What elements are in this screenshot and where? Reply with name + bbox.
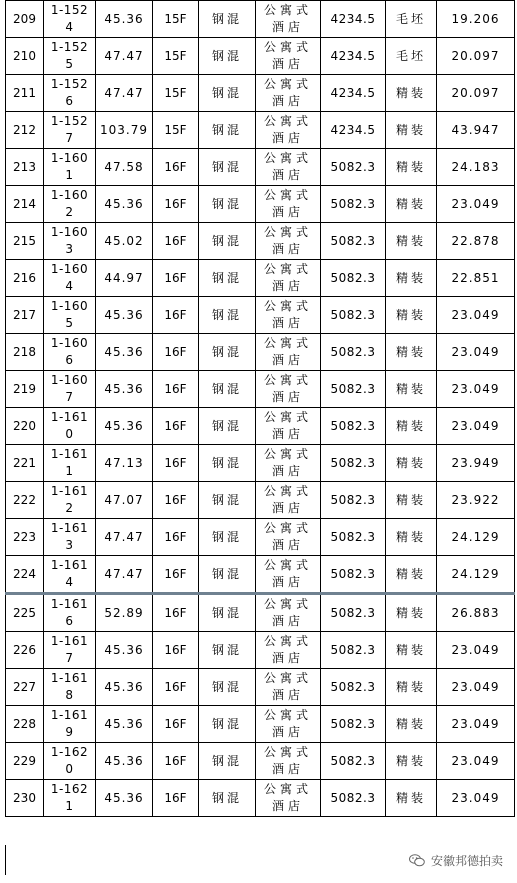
table-row — [6, 743, 515, 780]
structure-value: 钢混 — [199, 408, 256, 445]
table-row — [6, 556, 515, 594]
floor-value: 16F — [153, 223, 199, 260]
unit-number-text: 1-1604 — [50, 262, 89, 293]
total-value: 23.049 — [437, 632, 515, 669]
floor-value: 16F — [153, 334, 199, 371]
floor-value: 16F — [153, 297, 199, 334]
floor-value: 16F — [153, 594, 199, 632]
structure-value: 钢混 — [199, 706, 256, 743]
unit-price-value: 5082.3 — [321, 408, 386, 445]
use-value-text: 公寓式酒店 — [264, 708, 313, 739]
row-number: 216 — [6, 260, 44, 297]
structure-value: 钢混 — [199, 38, 256, 75]
table-row — [6, 482, 515, 519]
total-value: 23.049 — [437, 297, 515, 334]
table-row — [6, 1, 515, 38]
structure-value: 钢混 — [199, 556, 256, 594]
watermark — [409, 852, 503, 869]
total-value: 23.049 — [437, 780, 515, 817]
decoration-value: 精装 — [386, 594, 437, 632]
total-value: 23.922 — [437, 482, 515, 519]
area-value: 47.47 — [96, 38, 153, 75]
total-value: 23.049 — [437, 371, 515, 408]
use-value — [256, 223, 321, 260]
unit-number — [44, 38, 96, 75]
area-value: 103.79 — [96, 112, 153, 149]
unit-price-value: 5082.3 — [321, 519, 386, 556]
use-value-text: 公寓式酒店 — [264, 336, 313, 367]
unit-number-text: 1-1524 — [50, 3, 89, 34]
unit-number-text: 1-1607 — [50, 373, 89, 404]
floor-value: 16F — [153, 408, 199, 445]
unit-number-text: 1-1620 — [50, 745, 89, 776]
use-value — [256, 334, 321, 371]
row-number: 218 — [6, 334, 44, 371]
use-value-text: 公寓式酒店 — [264, 262, 313, 293]
row-number: 226 — [6, 632, 44, 669]
total-value: 43.947 — [437, 112, 515, 149]
floor-value: 16F — [153, 632, 199, 669]
area-value: 47.47 — [96, 75, 153, 112]
structure-value: 钢混 — [199, 371, 256, 408]
total-value: 23.049 — [437, 186, 515, 223]
unit-number — [44, 334, 96, 371]
floor-value: 16F — [153, 482, 199, 519]
table-row — [6, 38, 515, 75]
use-value — [256, 632, 321, 669]
table-row — [6, 112, 515, 149]
row-number: 210 — [6, 38, 44, 75]
decoration-value: 精装 — [386, 112, 437, 149]
decoration-value: 精装 — [386, 186, 437, 223]
use-value — [256, 38, 321, 75]
floor-value: 16F — [153, 445, 199, 482]
structure-value: 钢混 — [199, 669, 256, 706]
decoration-value: 精装 — [386, 334, 437, 371]
use-value — [256, 743, 321, 780]
unit-price-value: 5082.3 — [321, 223, 386, 260]
unit-number-text: 1-1618 — [50, 671, 89, 702]
structure-value: 钢混 — [199, 112, 256, 149]
use-value — [256, 1, 321, 38]
row-number: 230 — [6, 780, 44, 817]
unit-number-text: 1-1603 — [50, 225, 89, 256]
floor-value: 16F — [153, 556, 199, 594]
structure-value: 钢混 — [199, 519, 256, 556]
use-value-text: 公寓式酒店 — [264, 521, 313, 552]
row-number: 221 — [6, 445, 44, 482]
area-value: 45.36 — [96, 743, 153, 780]
unit-price-value: 5082.3 — [321, 482, 386, 519]
table-row — [6, 780, 515, 817]
table-row — [6, 223, 515, 260]
table-row — [6, 334, 515, 371]
decoration-value: 毛坯 — [386, 1, 437, 38]
area-value: 45.36 — [96, 632, 153, 669]
decoration-value: 精装 — [386, 408, 437, 445]
unit-number-text: 1-1611 — [50, 447, 89, 478]
use-value — [256, 112, 321, 149]
unit-number — [44, 632, 96, 669]
unit-number — [44, 149, 96, 186]
table-row — [6, 297, 515, 334]
decoration-value: 精装 — [386, 149, 437, 186]
floor-value: 16F — [153, 186, 199, 223]
table-row — [6, 669, 515, 706]
use-value — [256, 519, 321, 556]
use-value-text: 公寓式酒店 — [264, 188, 313, 219]
area-value: 45.36 — [96, 780, 153, 817]
decoration-value: 精装 — [386, 223, 437, 260]
unit-price-value: 4234.5 — [321, 38, 386, 75]
floor-value: 15F — [153, 38, 199, 75]
unit-number — [44, 482, 96, 519]
table-row — [6, 371, 515, 408]
row-number: 215 — [6, 223, 44, 260]
row-number: 229 — [6, 743, 44, 780]
structure-value: 钢混 — [199, 260, 256, 297]
decoration-value: 精装 — [386, 706, 437, 743]
use-value-text: 公寓式酒店 — [264, 558, 313, 589]
row-number: 217 — [6, 297, 44, 334]
decoration-value: 精装 — [386, 743, 437, 780]
unit-price-value: 5082.3 — [321, 297, 386, 334]
area-value: 47.13 — [96, 445, 153, 482]
use-value — [256, 594, 321, 632]
total-value: 26.883 — [437, 594, 515, 632]
unit-number — [44, 408, 96, 445]
unit-price-value: 5082.3 — [321, 186, 386, 223]
table-body — [6, 1, 515, 817]
area-value: 47.47 — [96, 556, 153, 594]
area-value: 45.36 — [96, 669, 153, 706]
unit-price-value: 5082.3 — [321, 260, 386, 297]
structure-value: 钢混 — [199, 743, 256, 780]
use-value-text: 公寓式酒店 — [264, 745, 313, 776]
use-value-text: 公寓式酒店 — [264, 410, 313, 441]
unit-number — [44, 556, 96, 594]
area-value: 45.02 — [96, 223, 153, 260]
floor-value: 16F — [153, 743, 199, 780]
area-value: 45.36 — [96, 1, 153, 38]
total-value: 23.049 — [437, 334, 515, 371]
unit-number-text: 1-1612 — [50, 484, 89, 515]
use-value-text: 公寓式酒店 — [264, 225, 313, 256]
unit-price-value: 5082.3 — [321, 371, 386, 408]
unit-number — [44, 519, 96, 556]
structure-value: 钢混 — [199, 780, 256, 817]
row-number: 228 — [6, 706, 44, 743]
unit-number-text: 1-1527 — [50, 114, 89, 145]
decoration-value: 精装 — [386, 519, 437, 556]
use-value-text: 公寓式酒店 — [264, 373, 313, 404]
table-row — [6, 632, 515, 669]
use-value — [256, 371, 321, 408]
use-value-text: 公寓式酒店 — [264, 114, 313, 145]
table-row — [6, 445, 515, 482]
unit-price-value: 5082.3 — [321, 632, 386, 669]
unit-number — [44, 1, 96, 38]
decoration-value: 精装 — [386, 371, 437, 408]
unit-price-value: 5082.3 — [321, 743, 386, 780]
use-value — [256, 780, 321, 817]
decoration-value: 精装 — [386, 556, 437, 594]
row-number: 227 — [6, 669, 44, 706]
unit-number-text: 1-1610 — [50, 410, 89, 441]
unit-number-text: 1-1606 — [50, 336, 89, 367]
structure-value: 钢混 — [199, 445, 256, 482]
decoration-value: 精装 — [386, 669, 437, 706]
unit-number-text: 1-1526 — [50, 77, 89, 108]
unit-number-text: 1-1616 — [50, 597, 89, 628]
area-value: 47.47 — [96, 519, 153, 556]
floor-value: 16F — [153, 706, 199, 743]
decoration-value: 毛坯 — [386, 38, 437, 75]
unit-number — [44, 260, 96, 297]
floor-value: 15F — [153, 112, 199, 149]
area-value: 52.89 — [96, 594, 153, 632]
decoration-value: 精装 — [386, 780, 437, 817]
unit-number — [44, 75, 96, 112]
unit-number — [44, 669, 96, 706]
use-value-text: 公寓式酒店 — [264, 782, 313, 813]
row-number: 222 — [6, 482, 44, 519]
use-value-text: 公寓式酒店 — [264, 151, 313, 182]
unit-price-value: 5082.3 — [321, 445, 386, 482]
structure-value: 钢混 — [199, 149, 256, 186]
decoration-value: 精装 — [386, 75, 437, 112]
table-row — [6, 75, 515, 112]
table-row — [6, 149, 515, 186]
unit-number — [44, 594, 96, 632]
total-value: 22.878 — [437, 223, 515, 260]
row-number: 209 — [6, 1, 44, 38]
total-value: 19.206 — [437, 1, 515, 38]
use-value — [256, 669, 321, 706]
total-value: 20.097 — [437, 38, 515, 75]
unit-number — [44, 371, 96, 408]
use-value — [256, 556, 321, 594]
decoration-value: 精装 — [386, 632, 437, 669]
unit-price-value: 5082.3 — [321, 149, 386, 186]
use-value-text: 公寓式酒店 — [264, 597, 313, 628]
use-value-text: 公寓式酒店 — [264, 447, 313, 478]
structure-value: 钢混 — [199, 186, 256, 223]
total-value: 23.049 — [437, 743, 515, 780]
unit-price-value: 5082.3 — [321, 556, 386, 594]
floor-value: 16F — [153, 669, 199, 706]
structure-value: 钢混 — [199, 223, 256, 260]
unit-number — [44, 445, 96, 482]
total-value: 22.851 — [437, 260, 515, 297]
area-value: 47.58 — [96, 149, 153, 186]
table-row — [6, 706, 515, 743]
row-number: 223 — [6, 519, 44, 556]
use-value-text: 公寓式酒店 — [264, 40, 313, 71]
total-value: 23.049 — [437, 408, 515, 445]
row-number: 219 — [6, 371, 44, 408]
use-value-text: 公寓式酒店 — [264, 634, 313, 665]
unit-number — [44, 112, 96, 149]
asset-table-container — [5, 0, 515, 817]
unit-number-text: 1-1601 — [50, 151, 89, 182]
use-value-text: 公寓式酒店 — [264, 3, 313, 34]
table-row — [6, 594, 515, 632]
area-value: 45.36 — [96, 297, 153, 334]
use-value — [256, 445, 321, 482]
unit-number — [44, 780, 96, 817]
floor-value: 16F — [153, 371, 199, 408]
wechat-icon — [409, 854, 425, 867]
area-value: 45.36 — [96, 706, 153, 743]
decoration-value: 精装 — [386, 445, 437, 482]
area-value: 45.36 — [96, 371, 153, 408]
use-value-text: 公寓式酒店 — [264, 484, 313, 515]
structure-value: 钢混 — [199, 594, 256, 632]
table-row — [6, 519, 515, 556]
decoration-value: 精装 — [386, 260, 437, 297]
use-value — [256, 408, 321, 445]
unit-price-value: 4234.5 — [321, 75, 386, 112]
watermark-text: 安徽邦德拍卖 — [430, 854, 503, 868]
row-number: 211 — [6, 75, 44, 112]
page-margin-rule — [5, 845, 6, 875]
area-value: 47.07 — [96, 482, 153, 519]
table-row — [6, 186, 515, 223]
use-value — [256, 297, 321, 334]
unit-number — [44, 706, 96, 743]
unit-price-value: 4234.5 — [321, 112, 386, 149]
decoration-value: 精装 — [386, 482, 437, 519]
floor-value: 15F — [153, 75, 199, 112]
unit-price-value: 5082.3 — [321, 669, 386, 706]
use-value — [256, 149, 321, 186]
total-value: 24.129 — [437, 556, 515, 594]
unit-number-text: 1-1605 — [50, 299, 89, 330]
area-value: 45.36 — [96, 408, 153, 445]
unit-number-text: 1-1525 — [50, 40, 89, 71]
use-value-text: 公寓式酒店 — [264, 299, 313, 330]
structure-value: 钢混 — [199, 1, 256, 38]
use-value — [256, 482, 321, 519]
use-value-text: 公寓式酒店 — [264, 77, 313, 108]
structure-value: 钢混 — [199, 482, 256, 519]
table-row — [6, 408, 515, 445]
use-value — [256, 75, 321, 112]
row-number: 224 — [6, 556, 44, 594]
total-value: 23.049 — [437, 706, 515, 743]
row-number: 225 — [6, 594, 44, 632]
unit-price-value: 5082.3 — [321, 594, 386, 632]
structure-value: 钢混 — [199, 297, 256, 334]
floor-value: 16F — [153, 149, 199, 186]
use-value — [256, 260, 321, 297]
unit-number-text: 1-1613 — [50, 521, 89, 552]
area-value: 45.36 — [96, 334, 153, 371]
unit-number — [44, 223, 96, 260]
unit-number-text: 1-1614 — [50, 558, 89, 589]
area-value: 44.97 — [96, 260, 153, 297]
use-value — [256, 706, 321, 743]
total-value: 23.049 — [437, 669, 515, 706]
row-number: 212 — [6, 112, 44, 149]
unit-price-value: 5082.3 — [321, 334, 386, 371]
unit-number-text: 1-1617 — [50, 634, 89, 665]
unit-price-value: 5082.3 — [321, 780, 386, 817]
structure-value: 钢混 — [199, 334, 256, 371]
total-value: 24.129 — [437, 519, 515, 556]
use-value-text: 公寓式酒店 — [264, 671, 313, 702]
unit-number-text: 1-1621 — [50, 782, 89, 813]
floor-value: 16F — [153, 260, 199, 297]
row-number: 214 — [6, 186, 44, 223]
floor-value: 15F — [153, 1, 199, 38]
total-value: 24.183 — [437, 149, 515, 186]
total-value: 20.097 — [437, 75, 515, 112]
unit-number-text: 1-1602 — [50, 188, 89, 219]
row-number: 213 — [6, 149, 44, 186]
use-value — [256, 186, 321, 223]
decoration-value: 精装 — [386, 297, 437, 334]
unit-price-value: 4234.5 — [321, 1, 386, 38]
structure-value: 钢混 — [199, 632, 256, 669]
asset-table — [5, 0, 515, 817]
unit-number — [44, 297, 96, 334]
row-number: 220 — [6, 408, 44, 445]
floor-value: 16F — [153, 780, 199, 817]
unit-number — [44, 186, 96, 223]
structure-value: 钢混 — [199, 75, 256, 112]
unit-price-value: 5082.3 — [321, 706, 386, 743]
unit-number-text: 1-1619 — [50, 708, 89, 739]
unit-number — [44, 743, 96, 780]
table-row — [6, 260, 515, 297]
floor-value: 16F — [153, 519, 199, 556]
total-value: 23.949 — [437, 445, 515, 482]
area-value: 45.36 — [96, 186, 153, 223]
